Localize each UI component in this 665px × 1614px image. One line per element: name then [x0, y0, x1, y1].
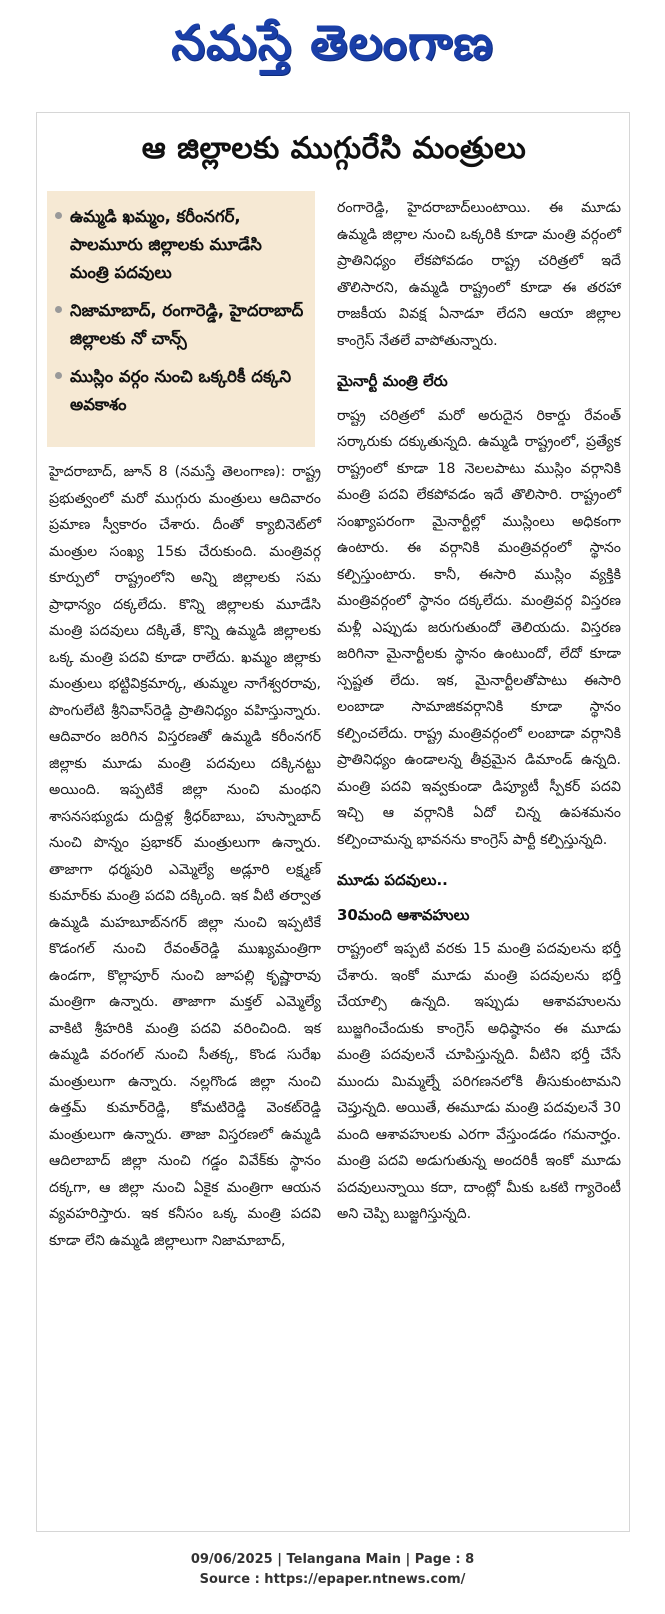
body-paragraph: రాష్ట్రంలో ఇప్పటి వరకు 15 మంత్రి పదవులను భర్తీ చేశారు. ఇంకో మూడు మంత్రి పదవులను భర్తీ చేయాల్సి ఉన్నది. ఇప్పుడు ఆశావహులను బుజ్జగించేందుకు కాంగ్రెస్ అధిష్ఠానం ఈ మూడు మంత్రి పదవులనే చూపిస్తున్నది. వీటిని భర్తీ చేసే ముందు మిమ్మల్నే పరిగణనలోకి తీసుకుంటామని చెప్తున్నది. అయితే, ఈమూడు మంత్రి పదవులనే 30 మంది ఆశావహులకు ఎరగా వేస్తుండడం గమనార్హం. మంత్రి పదవి అడుగుతున్న అందరికీ ఇంకో మూడు పదవులున్నాయి కదా, దాంట్లో మీకు ఒకటి గ్యారెంటీ అని చెప్పి బుజ్జగిస్తున్నది. — [337, 941, 621, 1222]
body-paragraph: హైదరాబాద్, జూన్ 8 (నమస్తే తెలంగాణ): రాష్ట్ర ప్రభుత్వంలో మరో ముగ్గురు మంత్రులు ఆదివారం ప్రమాణ స్వీకారం చేశారు. దీంతో క్యాబినెట్‌లో మంత్రుల సంఖ్య 15కు చేరుకుంది. మంత్రివర్గ కూర్పులో రాష్ట్రంలోని అన్ని జిల్లాలకు సమ ప్రాధాన్యం దక్కలేదు. కొన్ని జిల్లాలకు మూడేసి మంత్రి పదవులు దక్కితే, కొన్ని ఉమ్మడి జిల్లాలకు ఒక్క మంత్రి పదవి కూడా రాలేదు. ఖమ్మం జిల్లాకు మంత్రులు భట్టివిక్రమార్క, తుమ్మల నాగేశ్వరరావు, పొంగులేటి శ్రీనివాస్‌రెడ్డి ప్రాతినిధ్యం వహిస్తున్నారు. ఆదివారం జరిగిన విస్తరణతో ఉమ్మడి కరీంనగర్ జిల్లాకు మూడు మంత్రి పదవులు దక్కినట్టు అయింది. ఇప్పటికే జిల్లా నుంచి మంథని శాసనసభ్యుడు దుద్దిళ్ల శ్రీధర్‌బాబు, హుస్నాబాద్ నుంచి పొన్నం ప్రభాకర్ మంత్రులుగా ఉన్నారు. తాజాగా ధర్మపురి ఎమ్మెల్యే అడ్లూరి లక్ష్మణ్ కుమార్‌కు మంత్రి పదవి దక్కింది. ఇక వీటి తర్వాత ఉమ్మడి మహబూబ్‌నగర్ జిల్లా నుంచి ఇప్పటికే కొడంగల్ నుంచి రేవంత్‌రెడ్డి ముఖ్యమంత్రిగా ఉండగా, కొల్లాపూర్ నుంచి జూపల్లి కృష్ణారావు మంత్రిగా ఉన్నారు. తాజాగా మక్తల్ ఎమ్మెల్యే వాకిటి శ్రీహరికి మంత్రి పదవి వరించింది. ఇక ఉమ్మడి వరంగల్ నుంచి సీతక్క, కొండ సురేఖ మంత్రులుగా ఉన్నారు. నల్లగొండ జిల్లా నుంచి ఉత్తమ్ కుమార్‌రెడ్డి, కోమటిరెడ్డి వెంకట్‌రెడ్డి మంత్రులుగా ఉన్నారు. తాజా విస్తరణలో ఉమ్మడి ఆదిలాబాద్ జిల్లా నుంచి గడ్డం వివేక్‌కు స్థానం దక్కగా, ఆ జిల్లా నుంచి ఏకైక మంత్రిగా ఆయన వ్యవహరిస్తారు. ఇక కనీసం ఒక్క మంత్రి పదవి కూడా లేని ఉమ్మడి జిల్లాలుగా నిజామాబాద్, — [49, 464, 321, 1249]
highlights-box — [47, 191, 315, 447]
bullet-icon — [55, 212, 62, 219]
headline: ఆ జిల్లాలకు ముగ్గురేసి మంత్రులు — [141, 131, 527, 166]
left-column — [49, 459, 321, 1254]
bullet-icon — [55, 306, 62, 313]
masthead-logo: నమస్తే తెలంగాణ — [171, 15, 494, 71]
highlight-text: ముస్లిం వర్గం నుంచి ఒక్కరికీ దక్కని అవకాశం — [70, 367, 292, 414]
highlight-text: ఉమ్మడి ఖమ్మం, కరీంనగర్, పాలమూరు జిల్లాలకు మూడేసి మంత్రి పదవులు — [70, 207, 262, 282]
footer — [0, 1550, 665, 1590]
highlight-item — [55, 203, 305, 287]
bullet-icon — [55, 372, 62, 379]
right-column — [337, 195, 621, 1228]
footer-date-line: 09/06/2025 | Telangana Main | Page : 8 — [190, 1552, 475, 1567]
highlight-item — [55, 297, 305, 353]
article — [36, 112, 630, 1532]
body-paragraph: రంగారెడ్డి, హైదరాబాద్‌లుంటాయి. ఈ మూడు ఉమ్మడి జిల్లాల నుంచి ఒక్కరికి కూడా మంత్రి వర్గంలో ప్రాతినిధ్యం లేకపోవడం రాష్ట్ర చరిత్రలో ఇదే తొలిసారని, ఉమ్మడి రాష్ట్రంలో కూడా ఈ తరహా రాజకీయ వివక్ష ఏనాడూ లేదని ఆయా జిల్లాల కాంగ్రెస్ నేతలే వాపోతున్నారు. — [337, 200, 621, 349]
footer-source-line: Source : https://epaper.ntnews.com/ — [199, 1572, 466, 1587]
subheading: మూడు పదవులు.. — [337, 871, 448, 889]
subheading: 30మంది ఆశావహులు — [337, 905, 470, 924]
highlight-text: నిజామాబాద్, రంగారెడ్డి, హైదరాబాద్ జిల్లాలకు నో చాన్స్ — [70, 301, 304, 348]
body-paragraph: రాష్ట్ర చరిత్రలో మరో అరుదైన రికార్డు రేవంత్ సర్కారుకు దక్కుతున్నది. ఉమ్మడి రాష్ట్రంలో, ప్రత్యేక రాష్ట్రంలో కూడా 18 నెలలపాటు ముస్లిం వర్గానికి మంత్రి పదవి లేకపోవడం ఇదే తొలిసారి. రాష్ట్రంలో సంఖ్యాపరంగా మైనార్టీల్లో ముస్లింలు అధికంగా ఉంటారు. ఈ వర్గానికి మంత్రివర్గంలో స్థానం కల్పిస్తుంటారు. కానీ, ఈసారి ముస్లిం వ్యక్తికి మంత్రివర్గంలో స్థానం దక్కలేదు. మంత్రివర్గ విస్తరణ మళ్లీ ఎప్పుడు జరుగుతుందో తెలియదు. విస్తరణ జరిగినా మైనార్టీలకు స్థానం ఉంటుందో, లేదో కూడా స్పష్టత లేదు. ఇక, మైనార్టీలతోపాటు ఈసారి లంబాడా సామాజికవర్గానికి కూడా స్థానం కల్పించలేదు. రాష్ట్ర మంత్రివర్గంలో లంబాడా వర్గానికి ప్రాతినిధ్యం ఉండాలన్న తీవ్రమైన డిమాండ్ ఉన్నది. మంత్రి పదవి ఇవ్వకుండా డిప్యూటీ స్పీకర్ పదవి ఇచ్చి ఆ వర్గానికి ఏదో చిన్న ఉపశమనం కల్పించామన్న భావనను కాంగ్రెస్ పార్టీ కల్పిస్తున్నది. — [337, 407, 621, 848]
subheading: మైనార్టీ మంత్రి లేరు — [337, 372, 448, 390]
highlight-item — [55, 363, 305, 419]
